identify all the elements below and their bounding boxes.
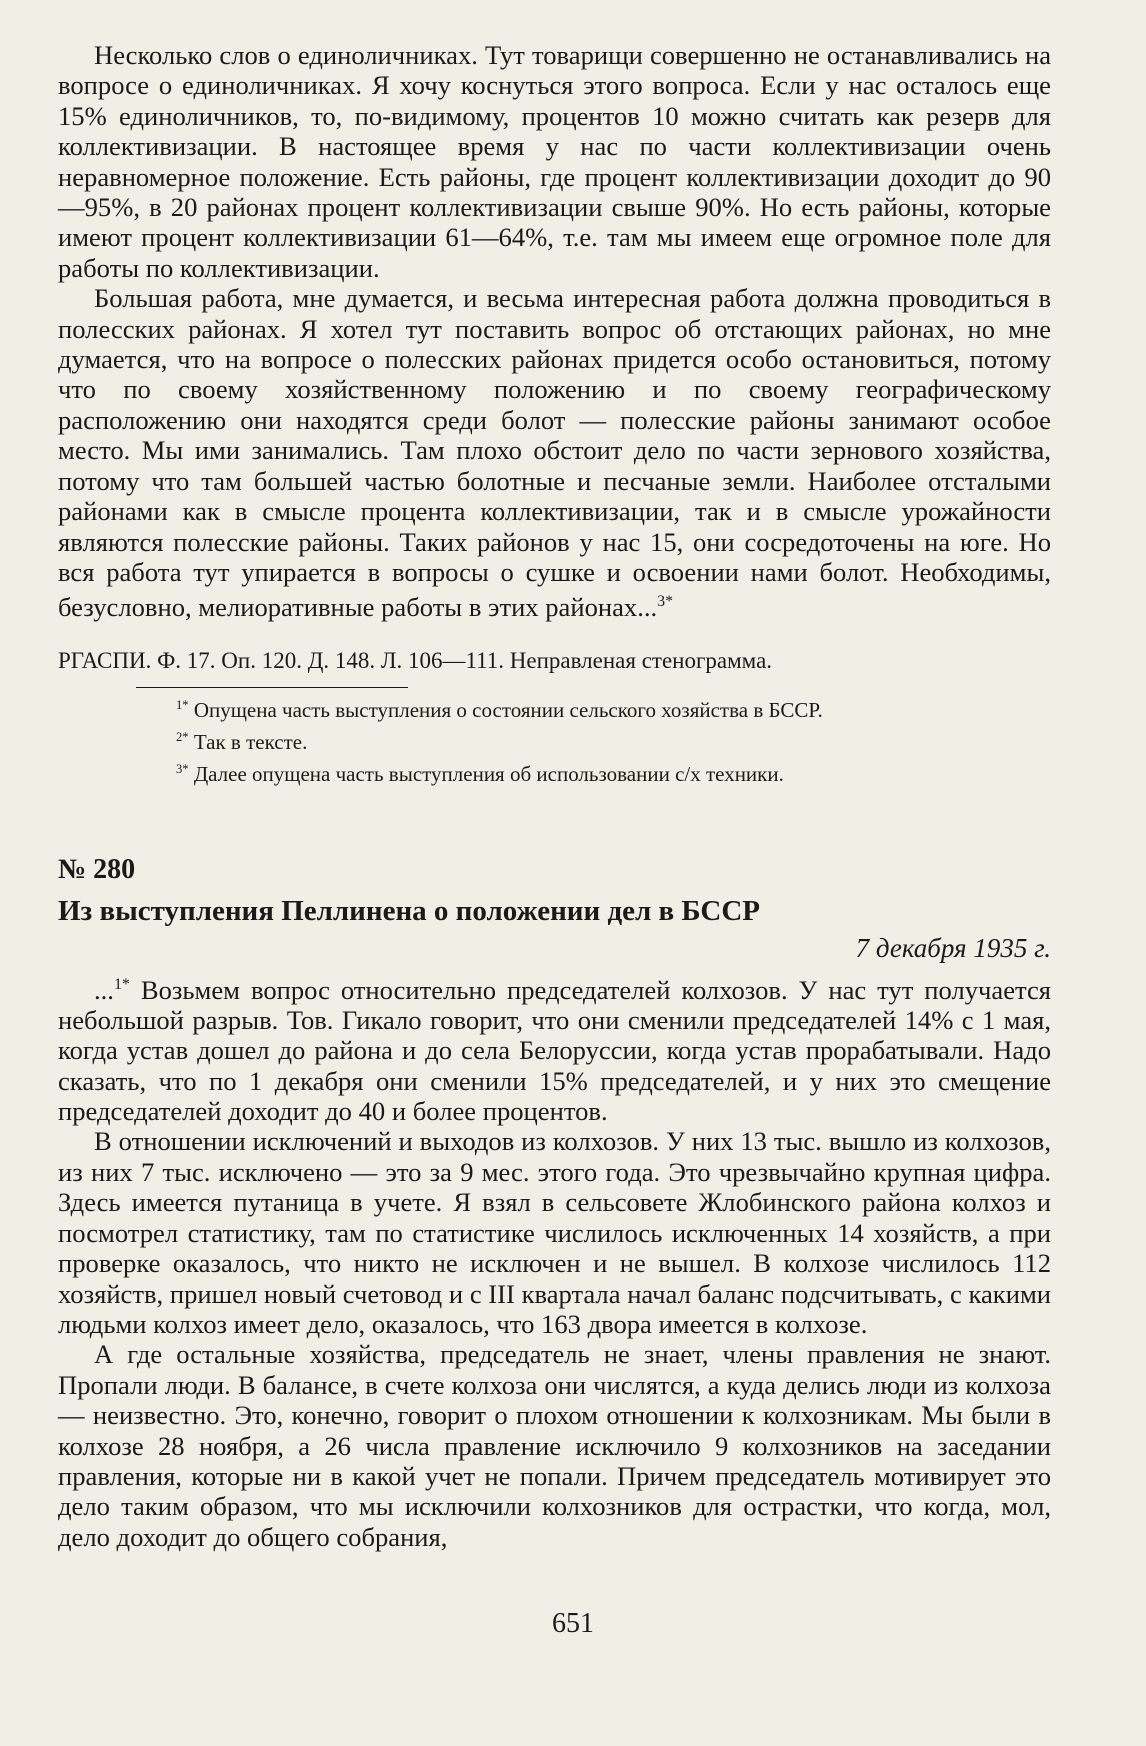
footnotes [58, 692, 1051, 788]
paragraph-text: Возьмем вопрос относительно председателей колхозов. У нас тут получается небольшой разрыв. Тов. Гикало говорит, что они сменили председателей 14% с 1 мая, когда устав дошел до района и до села Белоруссии, когда устав прорабатывали. Надо сказать, что по 1 декабря они сменили 15% председателей, и у них это смещение председателей доходит до 40 и более процентов. [58, 974, 1051, 1127]
paragraph-missing-people: А где остальные хозяйства, председатель не знает, члены правления не знают. Пропали люди. В балансе, в счете колхоза они числятся, а куда делись люди из колхоза — неизвестно. Это, конечно, говорит о плохом отношении к колхозникам. Мы были в колхозе 28 ноября, а 26 числа правление исключило 9 колхозников на заседании правления, которые ни в какой учет не попали. Причем председатель мотивирует это дело таким образом, что мы исключили колхозников для острастки, что когда, мол, дело доходит до общего собрания, [58, 1339, 1051, 1552]
footnote-2 [176, 724, 1051, 756]
footnote-text: Так в тексте. [193, 729, 308, 754]
footnote-divider [136, 687, 408, 688]
footnote-text: Опущена часть выступления о состоянии сельского хозяйства в БССР. [193, 697, 823, 722]
ellipsis: ... [94, 974, 114, 1005]
footnote-3 [176, 756, 1051, 788]
footnote-ref-3: 3* [657, 593, 674, 611]
paragraph-exclusions: В отношении исключений и выходов из колхозов. У них 13 тыс. вышло из колхозов, из них 7 тыс. исключено — это за 9 мес. этого года. Это чрезвычайно крупная цифра. Здесь имеется путаница в учете. Я взял в сельсовете Жлобинского района колхоз и посмотрел статистику, там по статистике числилось исключенных 14 хозяйств, а при проверке оказалось, что никто не исключен и не вышел. В колхозе числилось 112 хозяйств, пришел новый счетовод и с III квартала начал баланс подсчитывать, с какими людьми колхоз имеет дело, оказалось, что 163 двора имеется в колхозе. [58, 1126, 1051, 1339]
paragraph-polesie-districts [58, 283, 1051, 622]
footnote-mark: 2* [176, 729, 189, 744]
footnote-1 [176, 692, 1051, 724]
footnote-mark: 1* [176, 697, 189, 712]
paragraph-single-farmers: Несколько слов о единоличниках. Тут товарищи совершенно не останавливались на вопросе о единоличниках. Я хочу коснуться этого вопроса. Если у нас осталось еще 15% единоличников, то, по-видимому, процентов 10 можно считать как резерв для коллективизации. В настоящее время у нас по части коллективизации очень неравномерное положение. Есть районы, где процент коллективизации доходит до 90—95%, в 20 районах процент коллективизации свыше 90%. Но есть районы, которые имеют процент коллективизации 61—64%, т.е. там мы имеем еще огромное поле для работы по коллективизации. [58, 40, 1051, 283]
archive-source: РГАСПИ. Ф. 17. Оп. 120. Д. 148. Л. 106—111. Неправленая стенограмма. [58, 647, 773, 673]
document-number: № 280 [58, 853, 136, 885]
document-title: Из выступления Пеллинена о положении дел в БССР [58, 894, 760, 927]
page-number: 651 [552, 1608, 594, 1639]
footnote-text: Далее опущена часть выступления об использовании с/х техники. [193, 761, 784, 786]
footnote-ref-1: 1* [113, 975, 130, 993]
document-date: 7 декабря 1935 г. [855, 932, 1051, 963]
paragraph-chairmen [58, 970, 1051, 1127]
book-page [58, 40, 1051, 1552]
paragraph-text: Большая работа, мне думается, и весьма интересная работа должна проводиться в полесских районах. Я хотел тут поставить вопрос об отстающих районах, но мне думается, что на вопросе о полесских районах придется особо остановиться, потому что по своему хозяйственному положению и по своему географическому расположению они находятся среди болот — полесские районы занимают особое место. Мы ими занимались. Там плохо обстоит дело по части зернового хозяйства, потому что там большей частью болотные и песчаные земли. Наиболее отсталыми районами как в смысле процента коллективизации, так и в смысле урожайности являются полесские районы. Таких районов у нас 15, они сосредоточены на юге. Но вся работа тут упирается в вопросы о сушке и освоении нами болот. Необходимы, безусловно, мелиоративные работы в этих районах... [58, 283, 1051, 623]
footnote-mark: 3* [176, 761, 189, 776]
